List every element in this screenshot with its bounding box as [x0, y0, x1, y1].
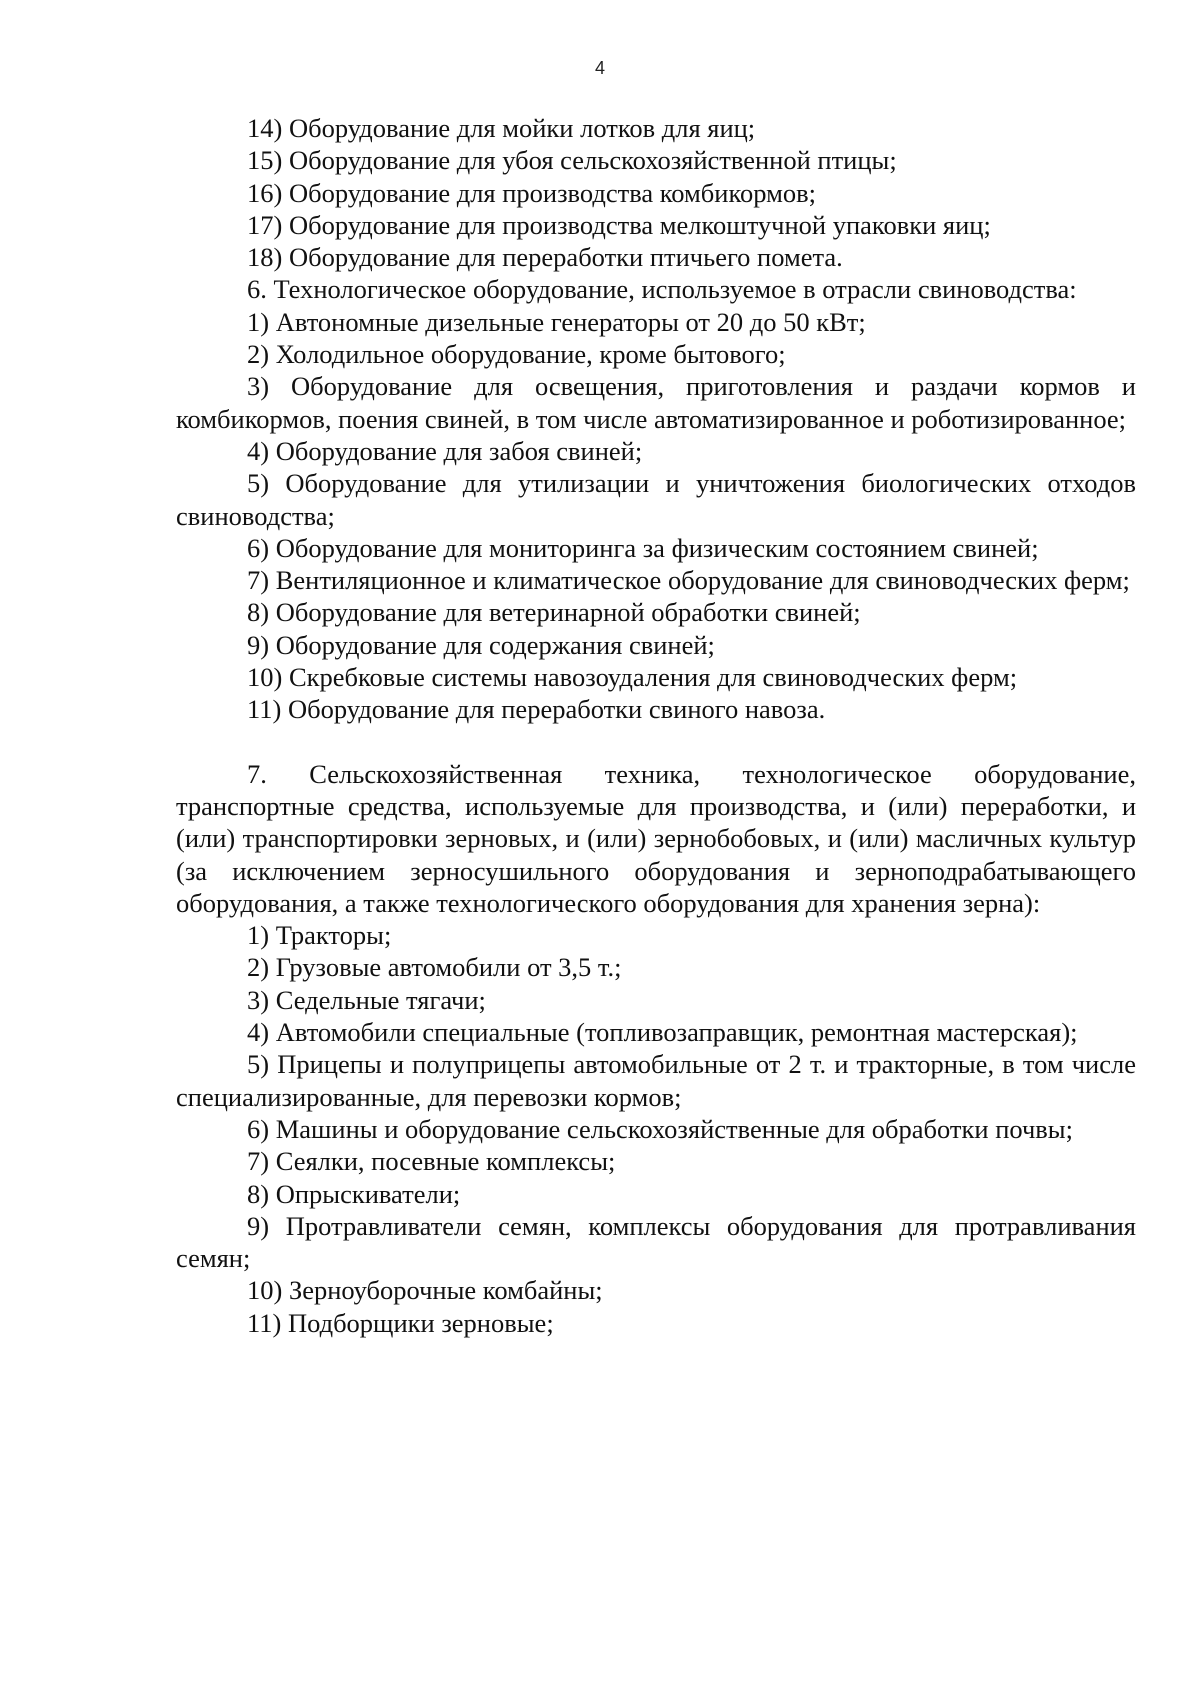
list-item: 4) Автомобили специальные (топливозаправщик, ремонтная мастерская); [247, 1017, 1078, 1048]
list-item: 9) Протравливатели семян, комплексы оборудования для протравливания семян; [176, 1210, 1136, 1274]
list-item: 2) Холодильное оборудование, кроме бытового; [247, 339, 786, 370]
list-item: 1) Автономные дизельные генераторы от 20 до 50 кВт; [247, 306, 866, 337]
list-item: 5) Прицепы и полуприцепы автомобильные от 2 т. и тракторные, в том числе специализированные, для перевозки кормов; [176, 1049, 1136, 1112]
list-item: 18) Оборудование для переработки птичьего помета. [247, 242, 843, 273]
list-item: 3) Оборудование для освещения, приготовления и раздачи кормов и комбикормов, поения свиней, в том числе автоматизированное и роботизированное; [176, 371, 1136, 434]
list-item: 7) Сеялки, посевные комплексы; [247, 1146, 616, 1177]
list-block-grain [176, 758, 1136, 1339]
list-item: 9) Оборудование для содержания свиней; [247, 629, 715, 660]
list-item: 17) Оборудование для производства мелкоштучной упаковки яиц; [247, 209, 991, 240]
list-item: 11) Оборудование для переработки свиного навоза. [247, 694, 826, 725]
list-block-poultry-pig [176, 112, 1136, 726]
list-item: 4) Оборудование для забоя свиней; [247, 435, 643, 466]
list-item: 16) Оборудование для производства комбикормов; [247, 177, 816, 208]
list-item: 6) Машины и оборудование сельскохозяйственные для обработки почвы; [247, 1113, 1073, 1144]
list-item: 6) Оборудование для мониторинга за физическим состоянием свиней; [247, 532, 1039, 563]
list-item: 8) Опрыскиватели; [247, 1178, 461, 1209]
section-heading: 6. Технологическое оборудование, используемое в отрасли свиноводства: [247, 274, 1077, 305]
section-heading: 7. Сельскохозяйственная техника, технологическое оборудование, транспортные средства, используемые для производства, и (или) переработки, и (или) транспортировки зерновых, и (или) зернобобовых, и (или) масличных культур (за исключением зерносушильного оборудования и зерноподрабатывающего оборудования, а также технологического оборудования для хранения зерна): [176, 758, 1136, 918]
list-item: 3) Седельные тягачи; [247, 984, 486, 1015]
list-item: 11) Подборщики зерновые; [247, 1307, 554, 1338]
page-number: 4 [594, 58, 605, 78]
paragraph-gap [176, 726, 1136, 758]
list-item: 1) Тракторы; [247, 920, 392, 951]
document-body [176, 112, 1136, 1339]
list-item: 5) Оборудование для утилизации и уничтожения биологических отходов свиноводства; [176, 468, 1136, 531]
list-item: 10) Зерноуборочные комбайны; [247, 1275, 603, 1306]
list-item: 7) Вентиляционное и климатическое оборудование для свиноводческих ферм; [247, 565, 1130, 596]
list-item: 14) Оборудование для мойки лотков для яиц; [247, 113, 756, 143]
list-item: 2) Грузовые автомобили от 3,5 т.; [247, 952, 622, 983]
list-item: 10) Скребковые системы навозоудаления для свиноводческих ферм; [247, 662, 1018, 693]
list-item: 15) Оборудование для убоя сельскохозяйственной птицы; [247, 145, 897, 176]
list-item: 8) Оборудование для ветеринарной обработки свиней; [247, 597, 861, 628]
